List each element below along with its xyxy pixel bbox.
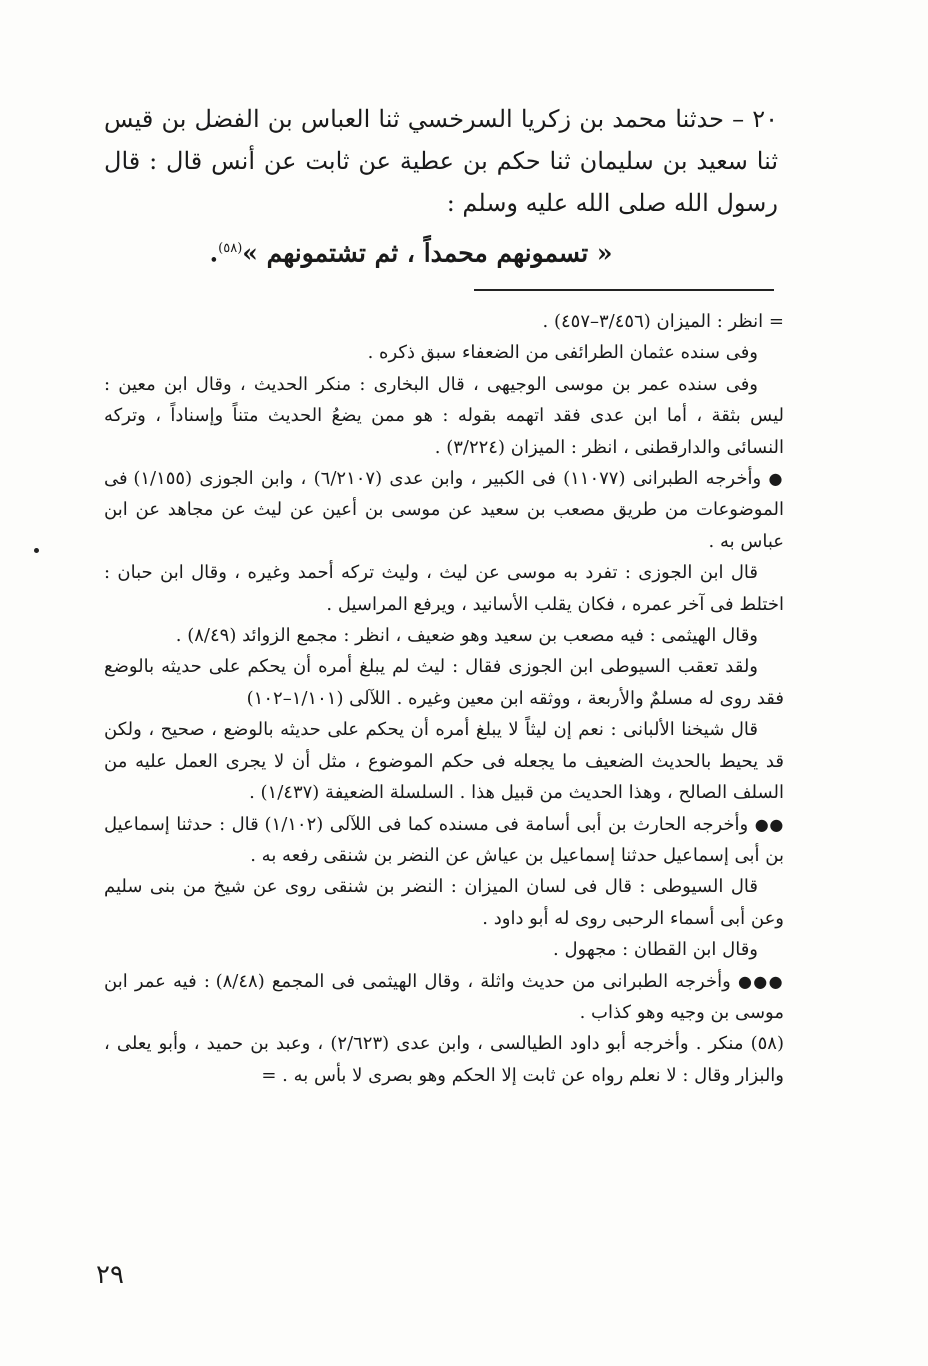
- footnote-text: وقال ابن القطان : مجهول .: [553, 939, 758, 961]
- footnote-paragraph: [104, 620, 784, 651]
- footnote-paragraph: [104, 871, 784, 934]
- hadith-quote-text: « تسمونهم محمداً ، ثم تشتمونهم »: [242, 238, 613, 268]
- bullet-marker: ●: [768, 469, 784, 489]
- margin-dot: [34, 548, 39, 553]
- bullet-marker: ●●●: [737, 971, 785, 991]
- hadith-quote: [104, 228, 778, 274]
- footnote-paragraph: [104, 714, 784, 808]
- hadith-text: ٢٠ – حدثنا محمد بن زكريا السرخسي ثنا العباس بن الفضل بن قيس ثنا سعيد بن سليمان ثنا حكم بن عطية عن ثابت عن أنس قال : قال رسول الله صلى الله عليه وسلم :: [104, 105, 778, 217]
- footnote-text: وفى سنده عثمان الطرائفى من الضعفاء سبق ذكره .: [367, 342, 758, 364]
- footnote-paragraph: [104, 934, 784, 965]
- footnote-text: وأخرجه الحارث بن أبى أسامة فى مسنده كما فى اللآلى (١/١٠٢) قال : حدثنا إسماعيل بن أبى إسماعيل حدثنا إسماعيل بن عياش عن النضر بن شنقى رفعه به .: [104, 813, 784, 866]
- footnote-paragraph: [104, 966, 784, 1029]
- footnote-paragraph: [104, 557, 784, 620]
- footnote-text: وأخرجه الطبرانى (١١٠٧٧) فى الكبير ، وابن عدى (٦/٢١٠٧) ، وابن الجوزى (١/١٥٥) فى الموضوعات من طريق مصعب بن سعيد عن موسى بن أعين عن ليث عن مجاهد عن ابن عباس به .: [104, 468, 784, 552]
- footnote-reference: (٥٨): [218, 241, 243, 256]
- footnote-paragraph: [104, 369, 784, 463]
- footnote-text: ولقد تعقب السيوطى ابن الجوزى فقال : ليث لم يبلغ أمره أن يحكم على حديثه بالوضع فقد روى له مسلمٌ والأربعة ، ووثقه ابن معين وغيره . اللآلى (١/١٠١–١٠٢): [104, 656, 784, 709]
- footnote-separator: [474, 289, 774, 291]
- footnote-text: = انظر : الميزان (٣/٤٥٦–٤٥٧) .: [542, 311, 784, 332]
- hadith-block: [104, 98, 778, 274]
- footnote-text: قال السيوطى : قال فى لسان الميزان : النضر بن شنقى روى عن شيخ من بنى سليم وعن أبى أسماء الرحبى روى له أبو داود .: [104, 876, 784, 929]
- footnote-text: قال شيخنا الألبانى : نعم إن ليثاً لا يبلغ أمره أن يحكم على حديثه بالوضع ، صحيح ، ولكن قد يحيط بالحديث الضعيف ما يجعله فى حكم الموضوع ، مثل أن لا يجرى العمل عليه من السلف الصالح ، وهذا الحديث من قبيل هذا . السلسلة الضعيفة (١/٤٣٧) .: [104, 719, 784, 804]
- footnote-paragraph: [104, 306, 784, 337]
- page-number: ٢٩: [96, 1260, 124, 1290]
- hadith-quote-end: .: [209, 238, 219, 268]
- footnote-text: وقال الهيثمى : فيه مصعب بن سعيد وهو ضعيف ، انظر : مجمع الزوائد (٨/٤٩) .: [175, 625, 758, 647]
- bullet-marker: ●●: [754, 814, 785, 834]
- footnote-text: قال ابن الجوزى : تفرد به موسى عن ليث ، وليث تركه أحمد وغيره ، وقال ابن حبان : اختلط فى آخر عمره ، فكان يقلب الأسانيد ، ويرفع المراسيل .: [104, 562, 784, 615]
- footnote-paragraph: [104, 651, 784, 714]
- footnote-paragraph: [104, 809, 784, 872]
- footnote-text: وأخرجه الطبرانى من حديث واثلة ، وقال الهيثمى فى المجمع (٨/٤٨) : فيه عمر ابن موسى بن وجيه وهو كذاب .: [104, 970, 784, 1023]
- footnote-text: (٥٨) منكر . وأخرجه أبو داود الطيالسى ، وابن عدى (٢/٦٢٣) ، وعبد بن حميد ، وأبو يعلى ، والبزار وقال : لا نعلم رواه عن ثابت إلا الحكم وهو بصرى لا بأس به . =: [104, 1033, 784, 1086]
- footnote-paragraph: [104, 337, 784, 368]
- footnote-text: وفى سنده عمر بن موسى الوجيهى ، قال البخارى : منكر الحديث ، وقال ابن معين : ليس بثقة ، أما ابن عدى فقد اتهمه بقوله : هو ممن يضعُ الحديث متناً وإسناداً ، وتركه النسائى والدارقطنى ، انظر : الميزان (٣/٢٢٤) .: [104, 373, 784, 458]
- footnote-paragraph: [104, 1028, 784, 1091]
- footnotes-block: [104, 306, 784, 1091]
- footnote-paragraph: [104, 463, 784, 557]
